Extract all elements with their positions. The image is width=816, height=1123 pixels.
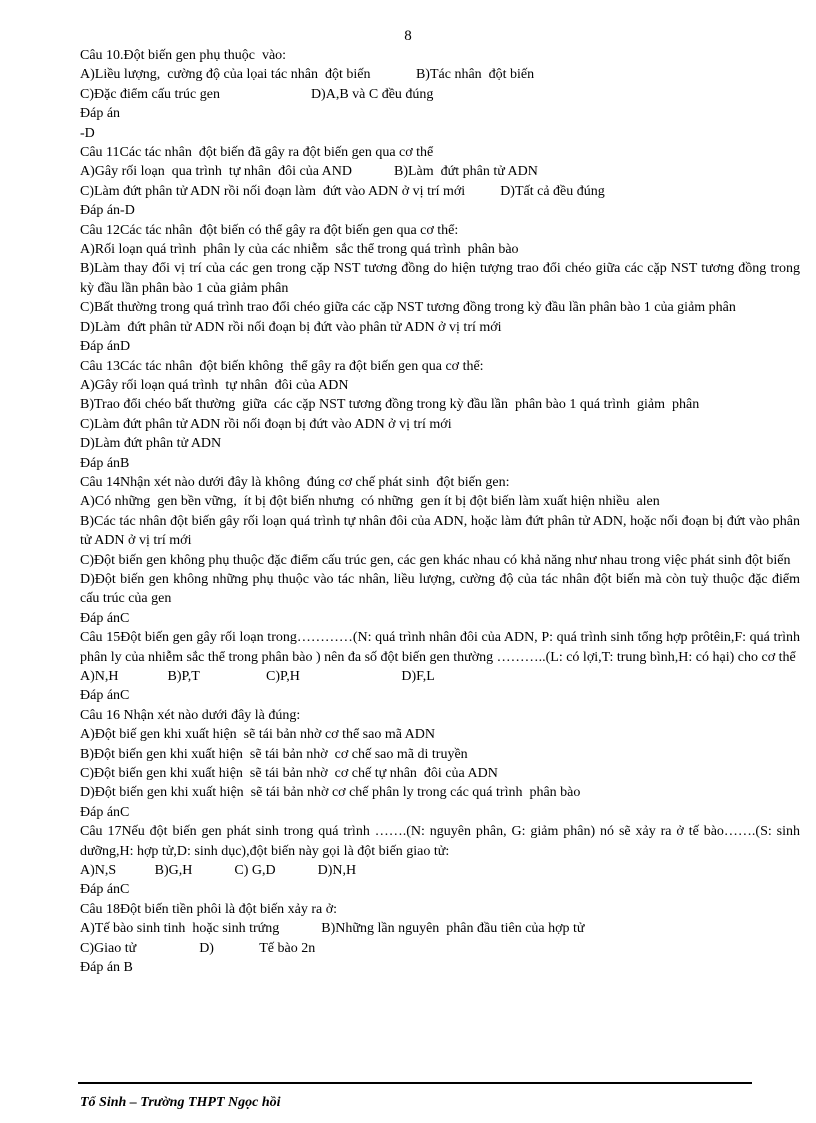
document-body [80,46,800,978]
text-line: Đáp án [80,106,121,122]
text-line: D)Làm đứt phân tử ADN [80,436,222,452]
text-line: A)Rối loạn quá trình phân ly của các nhiễm sắc thể trong quá trình phân bào [80,242,519,258]
text-line: A)N,H B)P,T C)P,H D)F,L [80,669,435,684]
footer-divider [78,1082,752,1084]
text-line: D)Đột biến gen khi xuất hiện sẽ tái bản nhờ cơ chế phân ly trong các quá trình phân bào [80,785,581,801]
text-line: Câu 12Các tác nhân đột biến có thể gây ra đột biến gen qua cơ thể: [80,222,459,238]
text-line: Câu 18Đột biến tiền phôi là đột biến xảy ra ở: [80,901,338,917]
text-line: C)Đột biến gen không phụ thuộc đặc điểm cấu trúc gen, các gen khác nhau có khả năng như nhau trong việc phát sinh đột biến [80,552,791,568]
footer-school-name: Tổ Sinh – Trường THPT Ngọc hồi [80,1095,281,1110]
text-line: B)Trao đổi chéo bất thường giữa các cặp NST tương đồng trong kỳ đầu lần phân bào 1 quá trình giảm phân [80,397,700,413]
text-line: Câu 15Đột biến gen gây rối loạn trong…………(N: quá trình nhân đôi của ADN, P: quá trình sinh tổng hợp prôtêin,F: quá trình phân ly của nhiễm sắc thể trong phân bào ) nên đa số đột biến gen thường ………..(L: có lợi,T: trung bình,H: có hại) cho cơ thể [80,630,800,665]
text-line: A)Gây rối loạn qua trình tự nhân đôi của AND B)Làm đứt phân tử ADN [80,164,538,180]
text-line: -D [80,125,95,141]
text-line: C)Bất thường trong quá trình trao đổi chéo giữa các cặp NST tương đồng trong kỳ đầu lần phân bào 1 của giảm phân [80,300,736,316]
page-number: 8 [404,28,412,44]
text-line: Đáp ánC [80,688,130,704]
text-line: A)Tế bào sinh tinh hoặc sinh trứng B)Những lần nguyên phân đầu tiên của hợp tử [80,921,585,937]
text-line: C)Giao tử D) Tế bào 2n [80,940,316,956]
text-line: C)Làm đứt phân tử ADN rồi nối đoạn bị đứt vào ADN ở vị trí mới [80,416,452,432]
text-line: A)Đột biế gen khi xuất hiện sẽ tái bản nhờ cơ thể sao mã ADN [80,727,436,743]
text-line: A)Liều lượng, cường độ của lọai tác nhân đột biến B)Tác nhân đột biến [80,67,535,83]
text-line: Đáp ánB [80,455,130,471]
text-line: C)Đột biến gen khi xuất hiện sẽ tái bản nhờ cơ chế tự nhân đôi của ADN [80,766,498,782]
text-line: Đáp ánD [80,339,131,355]
text-line: Câu 13Các tác nhân đột biến không thể gây ra đột biến gen qua cơ thể: [80,358,484,374]
text-line: Câu 11Các tác nhân đột biến đã gây ra đột biến gen qua cơ thể [80,145,434,161]
text-line: Câu 17Nếu đột biến gen phát sinh trong quá trình …….(N: nguyên phân, G: giảm phân) nó sẽ xảy ra ở tế bào…….(S: sinh dưỡng,H: hợp tử,D: sinh dục),đột biến này gọi là đột biến giao tử: [80,824,800,859]
text-line: D)Đột biến gen không những phụ thuộc vào tác nhân, liều lượng, cường độ của tác nhân đột biến mà còn tuỳ thuộc đặc điểm cấu trúc của gen [80,571,800,607]
text-line: B)Các tác nhân đột biến gây rối loạn quá trình tự nhân đôi của ADN, hoặc làm đứt phân tử ADN, hoặc nối đoạn bị đứt vào phân tử ADN ở vị trí mới [80,513,800,549]
text-line: A)Gây rối loạn quá trình tự nhân đôi của ADN [80,377,349,393]
text-line: B)Đột biến gen khi xuất hiện sẽ tái bản nhờ cơ chế sao mã di truyền [80,746,468,762]
text-line: Đáp ánC [80,610,130,626]
text-line: Đáp ánC [80,804,130,820]
text-line: Câu 14Nhận xét nào dưới đây là không đúng cơ chế phát sinh đột biến gen: [80,474,510,490]
text-line: Câu 10.Đột biến gen phụ thuộc vào: [80,48,287,63]
text-line: Đáp ánC [80,882,130,898]
text-line: D)Làm đứt phân tử ADN rồi nối đoạn bị đứt vào phân tử ADN ở vị trí mới [80,319,502,335]
text-line: B)Làm thay đổi vị trí của các gen trong cặp NST tương đồng do hiện tượng trao đổi chéo giữa các cặp NST tương đồng trong kỳ đầu lần phân bào 1 của giảm phân [80,261,800,296]
text-line: Câu 16 Nhận xét nào dưới đây là đúng: [80,707,301,723]
text-line: Đáp án B [80,960,133,976]
text-line: A)Có những gen bền vững, ít bị đột biến nhưng có những gen ít bị đột biến làm xuất hiện nhiều alen [80,494,660,510]
text-line: Đáp án-D [80,203,135,219]
text-line: A)N,S B)G,H C) G,D D)N,H [80,863,357,879]
text-line: C)Làm đứt phân tử ADN rồi nối đoạn làm đứt vào ADN ở vị trí mới D)Tất cả đều đúng [80,183,605,199]
text-line: C)Đặc điểm cấu trúc gen D)A,B và C đều đúng [80,86,434,102]
